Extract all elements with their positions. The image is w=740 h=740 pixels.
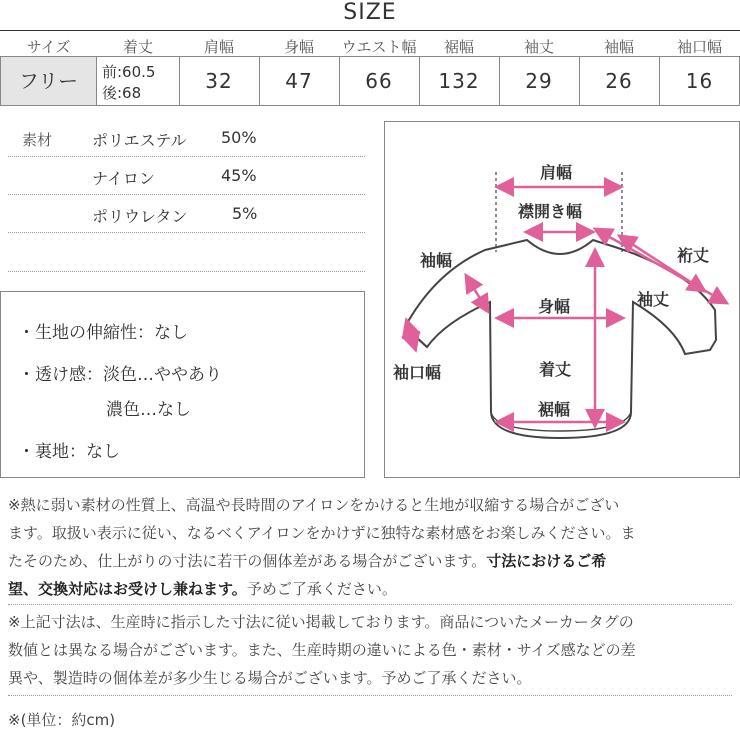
dotted-divider bbox=[8, 194, 365, 195]
note-line bbox=[8, 575, 736, 603]
note-heat bbox=[8, 491, 736, 603]
note-divider bbox=[8, 604, 732, 605]
length-front: 前:60.5 bbox=[102, 63, 156, 81]
label-raglan: 裄丈 bbox=[677, 246, 710, 265]
header-sleeve-width: 袖幅 bbox=[603, 38, 634, 56]
dotted-divider bbox=[8, 232, 365, 233]
material-pct: 45% bbox=[221, 166, 257, 185]
unit-note: ※(単位：約cm) bbox=[8, 711, 116, 729]
material-pct: 5% bbox=[232, 204, 258, 223]
material-pct: 50% bbox=[221, 128, 257, 147]
value-shoulder: 32 bbox=[205, 69, 233, 93]
label-length: 着丈 bbox=[539, 360, 572, 379]
header-waist: ウエスト幅 bbox=[341, 38, 417, 56]
note-line bbox=[8, 547, 736, 575]
label-shoulder: 肩幅 bbox=[540, 163, 573, 182]
label-hem: 裾幅 bbox=[538, 400, 571, 419]
note-emphasis: 寸法におけるご希 bbox=[486, 552, 607, 570]
size-free-cell: フリー bbox=[0, 56, 97, 106]
label-sleeve-width: 袖幅 bbox=[420, 251, 453, 270]
material-name: ナイロン bbox=[92, 169, 155, 188]
header-shoulder: 肩幅 bbox=[203, 38, 234, 56]
note-divider bbox=[8, 695, 732, 696]
measurement-diagram bbox=[384, 121, 740, 478]
note-text: 予めご了承ください。 bbox=[246, 580, 397, 598]
note-line: ※上記寸法は、生産時に指示した寸法に従い掲載しております。商品についたメーカータグの bbox=[8, 613, 634, 631]
note-line: ※熱に弱い素材の性質上、高温や長時間のアイロンをかけると生地が収縮する場合がござい bbox=[8, 496, 620, 514]
header-cuff: 袖口幅 bbox=[676, 38, 722, 56]
prop-sheer: ・透け感：淡色…ややあり bbox=[18, 365, 222, 385]
note-emphasis: 望、交換対応はお受けし兼ねます。 bbox=[8, 580, 247, 598]
dotted-divider bbox=[8, 156, 365, 157]
material-name: ポリエステル bbox=[92, 131, 187, 150]
material-name: ポリウレタン bbox=[92, 207, 188, 226]
value-waist: 66 bbox=[365, 69, 393, 93]
header-size: サイズ bbox=[26, 38, 71, 56]
header-body-width: 身幅 bbox=[283, 38, 314, 56]
dotted-divider bbox=[8, 271, 365, 272]
value-sleeve-length: 29 bbox=[525, 69, 553, 93]
note-line: 数値とは異なる場合がございます。また、生産時期の違いによる色・素材・サイズ感などの差 bbox=[8, 641, 636, 659]
label-cuff: 袖口幅 bbox=[393, 363, 442, 382]
note-line: 異や、製造時の個体差が多少生じる場合がございます。予めご了承ください。 bbox=[8, 669, 532, 687]
header-sleeve-length: 袖丈 bbox=[523, 38, 554, 56]
title-divider bbox=[0, 30, 740, 31]
note-measurement bbox=[8, 608, 736, 692]
value-cuff: 16 bbox=[685, 69, 714, 93]
prop-stretch: ・生地の伸縮性：なし bbox=[18, 323, 188, 343]
label-neck: 襟開き幅 bbox=[518, 202, 583, 221]
note-line: ます。取扱い表示に従い、なるべくアイロンをかけずに独特な素材感をお楽しみください。ま bbox=[8, 524, 636, 542]
prop-sheer-dark: 濃色…なし bbox=[106, 400, 191, 420]
note-text: たそのため、仕上がりの寸法に若干の個体差がある場合がございます。 bbox=[8, 552, 487, 570]
label-body-width: 身幅 bbox=[538, 297, 571, 316]
header-hem: 裾幅 bbox=[443, 38, 474, 56]
header-length: 着丈 bbox=[122, 38, 153, 56]
prop-lining: ・裏地：なし bbox=[18, 442, 120, 462]
material-label: 素材 bbox=[22, 131, 53, 149]
value-sleeve-width: 26 bbox=[605, 69, 633, 93]
size-title: SIZE bbox=[343, 0, 397, 25]
value-body-width: 47 bbox=[285, 69, 313, 93]
length-back: 後:68 bbox=[102, 84, 142, 102]
label-sleeve-length: 袖丈 bbox=[637, 290, 670, 309]
value-hem: 132 bbox=[438, 69, 480, 93]
